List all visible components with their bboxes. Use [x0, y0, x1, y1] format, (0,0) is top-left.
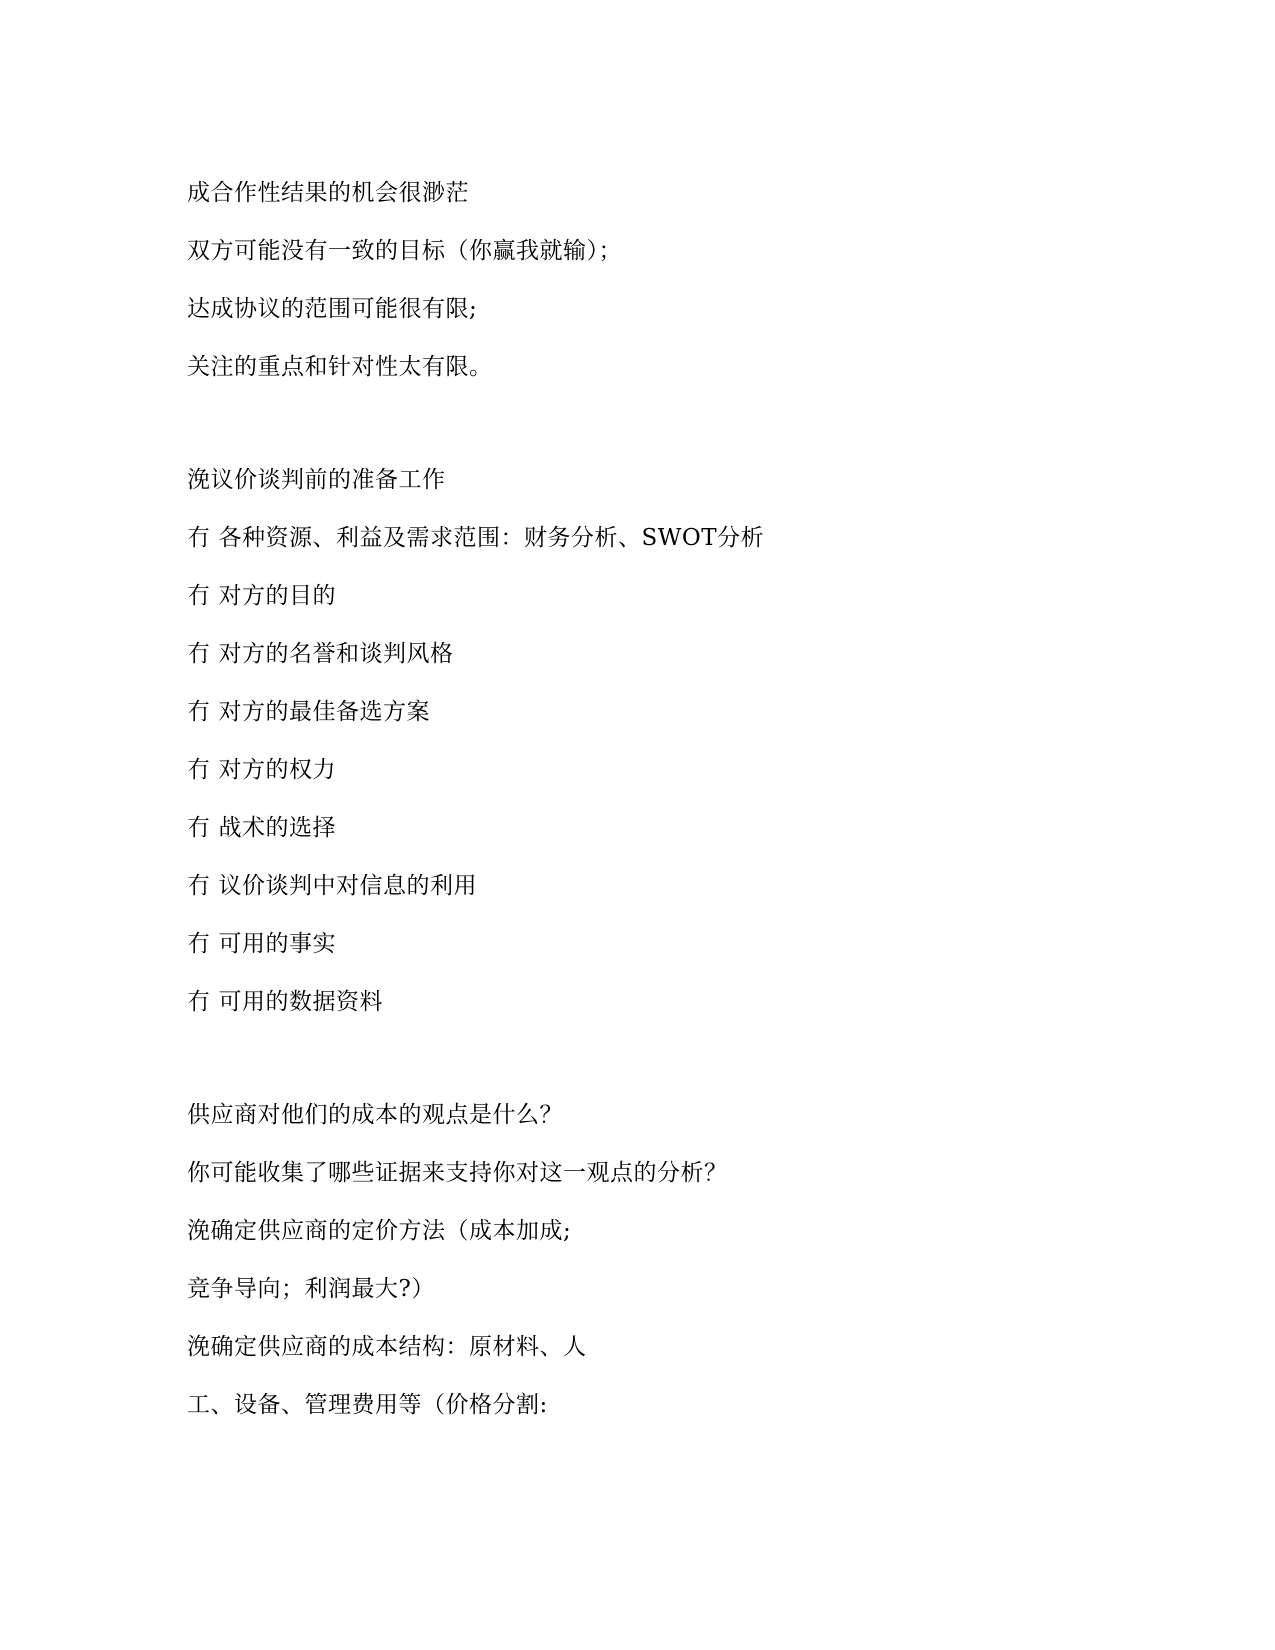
text-line: 双方可能没有一致的目标（你赢我就输）；	[187, 238, 622, 264]
text-line: 工、设备、管理费用等（价格分割:	[187, 1392, 548, 1418]
list-item	[187, 871, 477, 901]
list-item	[187, 755, 336, 785]
bullet-marker: 冇	[187, 931, 211, 957]
bullet-marker: 冇	[187, 757, 211, 783]
list-item	[187, 697, 430, 727]
list-item	[187, 929, 336, 959]
list-item	[187, 523, 764, 553]
list-item	[187, 987, 383, 1017]
list-item	[187, 581, 336, 611]
bullet-marker: 冇	[187, 641, 211, 667]
text-line: 达成协议的范围可能很有限;	[187, 296, 478, 322]
text-line: 关注的重点和针对性太有限。	[187, 354, 493, 380]
list-item-text: 对方的权力	[218, 757, 336, 783]
text-line: 浼确定供应商的定价方法（成本加成;	[187, 1218, 572, 1244]
bullet-marker: 冇	[187, 583, 211, 609]
text-line: 浼确定供应商的成本结构：原材料、人	[187, 1334, 587, 1360]
text-line: 竞争导向；利润最大?）	[187, 1276, 435, 1302]
list-item-text: 可用的数据资料	[218, 989, 383, 1015]
section-heading: 浼议价谈判前的准备工作	[187, 467, 446, 493]
bullet-marker: 冇	[187, 873, 211, 899]
text-line: 你可能收集了哪些证据来支持你对这一观点的分析？	[187, 1160, 728, 1186]
list-item	[187, 639, 454, 669]
bullet-marker: 冇	[187, 699, 211, 725]
list-item-text: 可用的事实	[218, 931, 336, 957]
list-item-text: 对方的名誉和谈判风格	[218, 641, 454, 667]
list-item-text: 议价谈判中对信息的利用	[218, 873, 477, 899]
list-item-text: 各种资源、利益及需求范围：财务分析、SWOT分析	[218, 525, 765, 551]
list-item-text: 对方的最佳备选方案	[218, 699, 430, 725]
bullet-marker: 冇	[187, 525, 211, 551]
list-item-text: 战术的选择	[218, 815, 336, 841]
list-item	[187, 813, 336, 843]
bullet-marker: 冇	[187, 815, 211, 841]
bullet-marker: 冇	[187, 989, 211, 1015]
text-line: 成合作性结果的机会很渺茫	[187, 180, 469, 206]
text-line: 供应商对他们的成本的观点是什么？	[187, 1102, 563, 1128]
list-item-text: 对方的目的	[218, 583, 336, 609]
